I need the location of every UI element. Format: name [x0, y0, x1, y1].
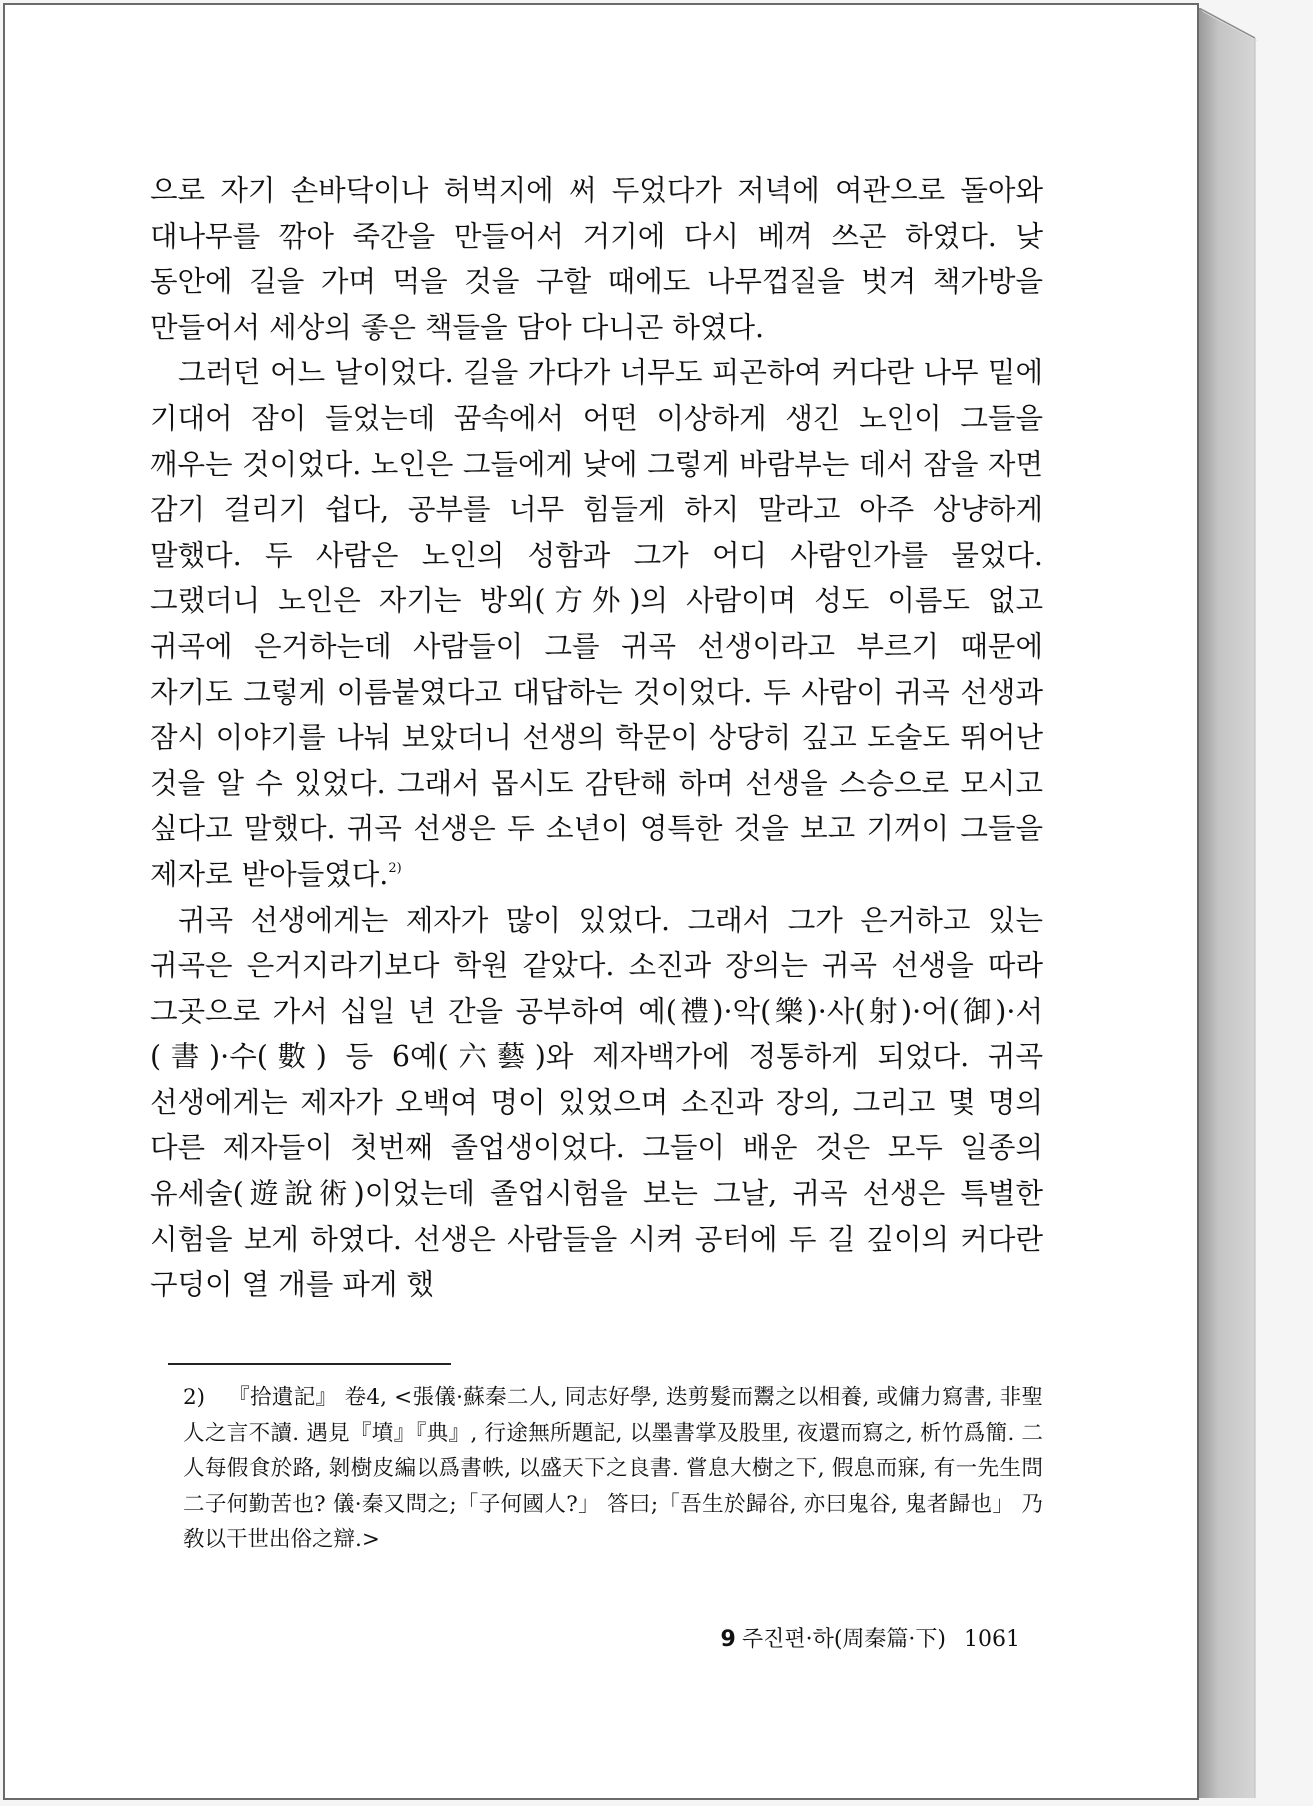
page-number: 1061	[964, 1627, 1020, 1652]
chapter-title: 주진편·하(周秦篇·下)	[741, 1627, 946, 1652]
paragraph-2	[150, 350, 1043, 897]
footnote-marker: 2)	[183, 1385, 206, 1410]
body-text	[150, 168, 1043, 1308]
footnote	[183, 1380, 1043, 1558]
paragraph-2-text: 그러던 어느 날이었다. 길을 가다가 너무도 피곤하여 커다란 나무 밑에 기대어 잠이 들었는데 꿈속에서 어떤 이상하게 생긴 노인이 그들을 깨우는 것이었다. 노인은 그들에게 낮에 그렇게 바람부는 데서 잠을 자면 감기 걸리기 쉽다, 공부를 너무 힘들게 하지 말라고 아주 상냥하게 말했다. 두 사람은 노인의 성함과 그가 어디 사람인가를 물었다. 그랬더니 노인은 자기는 방외(方外)의 사람이며 성도 이름도 없고 귀곡에 은거하는데 사람들이 그를 귀곡 선생이라고 부르기 때문에 자기도 그렇게 이름붙였다고 대답하는 것이었다. 두 사람이 귀곡 선생과 잠시 이야기를 나눠 보았더니 선생의 학문이 상당히 깊고 도술도 뛰어난 것을 알 수 있었다. 그래서 몹시도 감탄해 하며 선생을 스승으로 모시고 싶다고 말했다. 귀곡 선생은 두 소년이 영특한 것을 보고 기꺼이 그들을 제자로 받아들였다.	[150, 356, 1043, 891]
paragraph-3: 귀곡 선생에게는 제자가 많이 있었다. 그래서 그가 은거하고 있는 귀곡은 은거지라기보다 학원 같았다. 소진과 장의는 귀곡 선생을 따라 그곳으로 가서 십일 년 간을 공부하여 예(禮)·악(樂)·사(射)·어(御)·서(書)·수(數) 등 6예(六藝)와 제자백가에 정통하게 되었다. 귀곡 선생에게는 제자가 오백여 명이 있었으며 소진과 장의, 그리고 몇 명의 다른 제자들이 첫번째 졸업생이었다. 그들이 배운 것은 모두 일종의 유세술(遊說術)이었는데 졸업시험을 보는 그날, 귀곡 선생은 특별한 시험을 보게 하였다. 선생은 사람들을 시켜 공터에 두 길 깊이의 커다란 구덩이 열 개를 파게 했	[150, 903, 1043, 1302]
footnote-divider	[168, 1363, 451, 1365]
footnote-text: 『拾遺記』 卷4, <張儀·蘇秦二人, 同志好學, 迭剪髮而鬻之以相養, 或傭力寫書, 非聖人之言不讀. 遇見『墳』『典』, 行途無所題記, 以墨書掌及股里, 夜還而寫之, 析竹爲簡. 二人每假食於路, 剝樹皮編以爲書帙, 以盛天下之良書. 嘗息大樹之下, 假息而寐, 有一先生問二子何勤苦也? 儀·秦又問之;「子何國人?」 答曰;「吾生於歸谷, 亦曰鬼谷, 鬼者歸也」 乃敎以干世出俗之辯.>	[183, 1385, 1043, 1553]
paragraph-1: 으로 자기 손바닥이나 허벅지에 써 두었다가 저녁에 여관으로 돌아와 대나무를 깎아 죽간을 만들어서 거기에 다시 베껴 쓰곤 하였다. 낮 동안에 길을 가며 먹을 것을 구할 때에도 나무껍질을 벗겨 책가방을 만들어서 세상의 좋은 책들을 담아 다니곤 하였다.	[150, 174, 1043, 344]
running-footer	[680, 1622, 1020, 1653]
chapter-number: 9	[720, 1627, 736, 1652]
footnote-reference[interactable]: 2)	[388, 860, 402, 876]
